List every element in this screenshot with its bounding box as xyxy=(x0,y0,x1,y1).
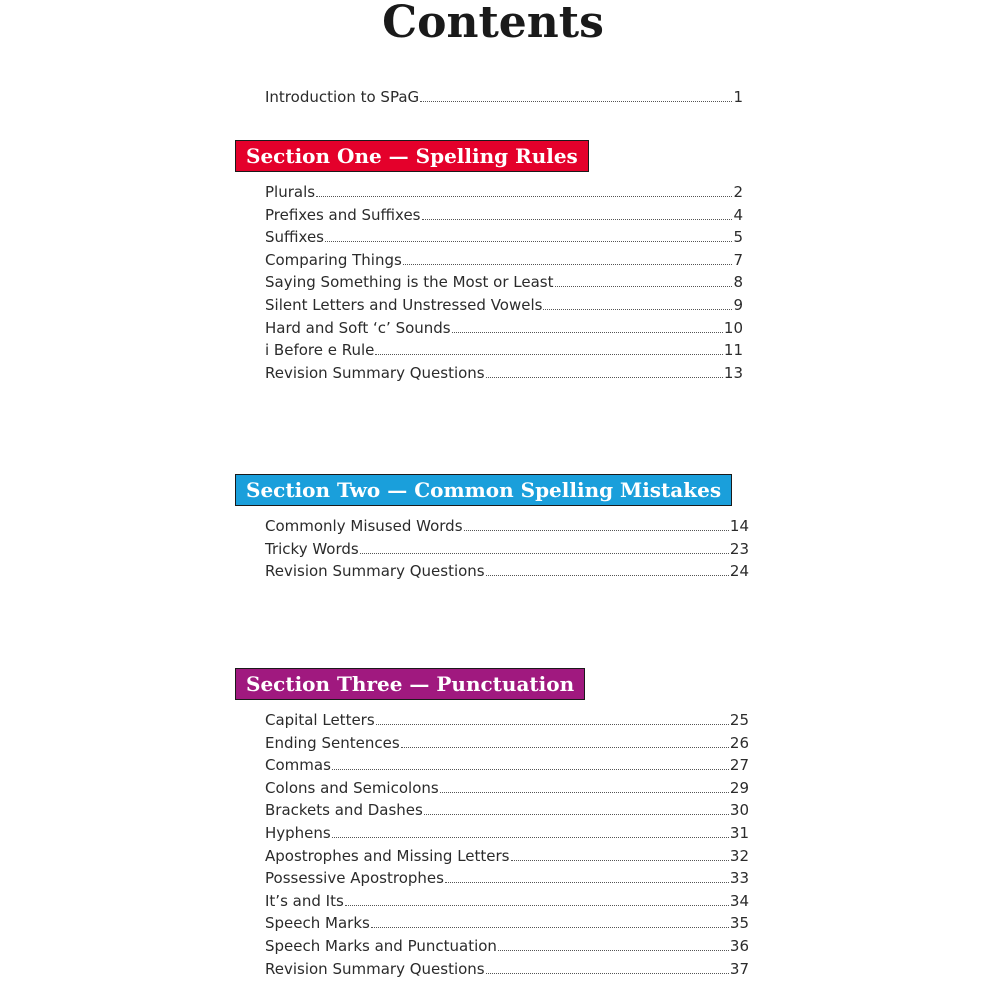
toc-entry[interactable] xyxy=(265,958,749,978)
toc-entry-label: i Before e Rule xyxy=(265,341,375,360)
toc-entry[interactable] xyxy=(265,709,749,729)
toc-entry[interactable] xyxy=(265,560,749,580)
toc-entry-page: 13 xyxy=(723,363,743,382)
toc-entry-page: 27 xyxy=(729,756,749,775)
toc-entry-label: Tricky Words xyxy=(265,539,359,558)
toc-entry-label: Revision Summary Questions xyxy=(265,959,485,978)
dot-leader xyxy=(332,837,729,838)
section-one-heading: Section One — Spelling Rules xyxy=(246,144,578,168)
dot-leader xyxy=(511,860,729,861)
toc-entry-page: 8 xyxy=(733,273,743,292)
toc-entry[interactable] xyxy=(265,249,743,269)
toc-entry-page: 30 xyxy=(729,801,749,820)
dot-leader xyxy=(440,792,729,793)
toc-entry-label: Commonly Misused Words xyxy=(265,517,463,535)
toc-entry-label: It’s and Its xyxy=(265,891,344,910)
toc-entry-page: 33 xyxy=(729,869,749,888)
toc-entry-page: 24 xyxy=(729,562,749,581)
toc-entry-label: Hard and Soft ‘c’ Sounds xyxy=(265,318,451,337)
toc-entry-label: Speech Marks and Punctuation xyxy=(265,937,497,955)
section-three-heading: Section Three — Punctuation xyxy=(246,672,575,696)
toc-entry-label: Brackets and Dashes xyxy=(265,801,423,820)
dot-leader xyxy=(543,309,732,310)
dot-leader xyxy=(332,769,729,770)
toc-entry-label: Colons and Semicolons xyxy=(265,778,439,797)
toc-entry[interactable] xyxy=(265,181,743,201)
toc-entry-page: 2 xyxy=(733,183,743,201)
toc-entry-page: 26 xyxy=(729,733,749,752)
toc-entry-page: 34 xyxy=(729,891,749,910)
dot-leader xyxy=(445,882,729,883)
dot-leader xyxy=(360,553,729,554)
page-title: Contents xyxy=(382,0,604,48)
toc-entry[interactable] xyxy=(265,204,743,224)
dot-leader xyxy=(403,264,733,265)
toc-entry-introduction[interactable] xyxy=(265,86,743,106)
toc-entry-label: Silent Letters and Unstressed Vowels xyxy=(265,296,543,314)
toc-entry-label: Possessive Apostrophes xyxy=(265,869,444,888)
toc-entry-label: Plurals xyxy=(265,183,316,201)
toc-entry-page: 1 xyxy=(733,88,743,106)
toc-entry[interactable] xyxy=(265,271,743,291)
toc-entry-page: 35 xyxy=(729,914,749,933)
toc-entry[interactable] xyxy=(265,822,749,842)
dot-leader xyxy=(498,950,729,951)
toc-entry-page: 23 xyxy=(729,539,749,558)
toc-entry[interactable] xyxy=(265,799,749,819)
dot-leader xyxy=(424,814,729,815)
toc-entry[interactable] xyxy=(265,867,749,887)
dot-leader xyxy=(486,575,729,576)
toc-entry-page: 31 xyxy=(729,824,749,842)
toc-entry-page: 9 xyxy=(733,296,743,314)
dot-leader xyxy=(376,724,729,725)
toc-entry[interactable] xyxy=(265,226,743,246)
toc-entry-label: Introduction to SPaG xyxy=(265,88,420,106)
toc-entry-label: Revision Summary Questions xyxy=(265,562,485,581)
toc-entry[interactable] xyxy=(265,890,749,910)
toc-entry[interactable] xyxy=(265,935,749,955)
toc-entry[interactable] xyxy=(265,538,749,558)
toc-entry[interactable] xyxy=(265,732,749,752)
toc-entry-page: 36 xyxy=(729,937,749,955)
toc-entry[interactable] xyxy=(265,754,749,774)
toc-entry-label: Capital Letters xyxy=(265,711,375,729)
toc-entry-page: 4 xyxy=(733,205,743,224)
section-two-banner xyxy=(235,474,732,506)
toc-entry-page: 14 xyxy=(729,517,749,535)
toc-entry-page: 7 xyxy=(733,250,743,269)
dot-leader xyxy=(371,927,729,928)
section-two-heading: Section Two — Common Spelling Mistakes xyxy=(246,478,722,502)
toc-entry[interactable] xyxy=(265,777,749,797)
toc-entry-label: Speech Marks xyxy=(265,914,370,933)
toc-entry-label: Saying Something is the Most or Least xyxy=(265,273,554,292)
toc-entry[interactable] xyxy=(265,912,749,932)
toc-entry-label: Revision Summary Questions xyxy=(265,363,485,382)
toc-entry-page: 32 xyxy=(729,846,749,865)
dot-leader xyxy=(555,286,733,287)
toc-entry-page: 10 xyxy=(723,318,743,337)
toc-entry-page: 37 xyxy=(729,959,749,978)
toc-entry-label: Comparing Things xyxy=(265,250,402,269)
toc-entry[interactable] xyxy=(265,294,743,314)
section-one-banner xyxy=(235,140,589,172)
dot-leader xyxy=(486,973,729,974)
toc-entry[interactable] xyxy=(265,845,749,865)
toc-entry[interactable] xyxy=(265,339,743,359)
toc-entry-label: Apostrophes and Missing Letters xyxy=(265,846,510,865)
toc-entry-label: Hyphens xyxy=(265,824,331,842)
toc-entry[interactable] xyxy=(265,362,743,382)
toc-entry-label: Suffixes xyxy=(265,228,324,247)
dot-leader xyxy=(325,241,732,242)
dot-leader xyxy=(420,101,732,102)
dot-leader xyxy=(375,354,723,355)
toc-entry-page: 11 xyxy=(723,341,743,360)
dot-leader xyxy=(316,196,732,197)
dot-leader xyxy=(345,905,729,906)
dot-leader xyxy=(422,219,733,220)
toc-entry-label: Commas xyxy=(265,756,331,775)
toc-entry-label: Ending Sentences xyxy=(265,733,400,752)
toc-entry-page: 29 xyxy=(729,778,749,797)
toc-entry-label: Prefixes and Suffixes xyxy=(265,205,421,224)
dot-leader xyxy=(486,377,723,378)
section-three-banner xyxy=(235,668,585,700)
toc-entry-page: 5 xyxy=(733,228,743,247)
dot-leader xyxy=(464,530,729,531)
toc-entry[interactable] xyxy=(265,515,749,535)
toc-entry[interactable] xyxy=(265,317,743,337)
dot-leader xyxy=(452,332,723,333)
toc-entry-page: 25 xyxy=(729,711,749,729)
dot-leader xyxy=(401,747,729,748)
